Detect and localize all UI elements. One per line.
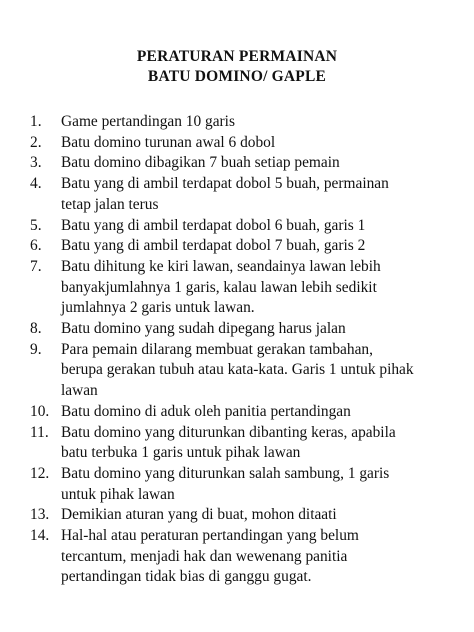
rule-number: 4. — [30, 175, 42, 193]
rule-text — [61, 174, 450, 215]
rule-number: 13. — [30, 506, 50, 524]
title-line-2: BATU DOMINO/ GAPLE — [147, 68, 327, 85]
rule-text — [61, 153, 450, 174]
rule-text — [61, 505, 450, 526]
rule-text-line: pertandingan tidak bias di ganggu gugat. — [61, 568, 312, 586]
rule-text-line: Hal-hal atau peraturan pertandingan yang belum — [61, 527, 359, 545]
rule-item — [30, 319, 450, 340]
rule-item — [30, 216, 450, 237]
rule-text — [61, 112, 450, 133]
rule-item — [30, 153, 450, 174]
rule-number: 9. — [30, 340, 42, 358]
rule-item — [30, 133, 450, 154]
rule-text-line: batu terbuka 1 garis untuk pihak lawan — [61, 444, 301, 462]
rule-number: 5. — [30, 216, 42, 234]
rule-item — [30, 526, 450, 588]
rule-number: 10. — [30, 402, 50, 420]
rule-number: 6. — [30, 237, 42, 255]
rules-list — [30, 112, 450, 588]
rule-text — [61, 236, 450, 257]
rule-text — [61, 464, 450, 505]
rule-text-line: Batu yang di ambil terdapat dobol 6 buah, garis 1 — [61, 216, 366, 234]
rule-item — [30, 464, 450, 505]
title-line-1: PERATURAN PERMAINAN — [136, 48, 338, 65]
rule-text — [61, 319, 450, 340]
rule-text-line: Batu domino dibagikan 7 buah setiap pemain — [61, 154, 340, 172]
document-title — [0, 47, 474, 87]
rule-text-line: tetap jalan terus — [61, 195, 159, 213]
rule-text — [61, 340, 450, 402]
rule-item — [30, 257, 450, 319]
rule-text-line: Batu yang di ambil terdapat dobol 5 buah, permainan — [61, 175, 389, 193]
rule-number: 3. — [30, 154, 42, 172]
rule-item — [30, 236, 450, 257]
rule-text — [61, 423, 450, 464]
rule-item — [30, 505, 450, 526]
rule-item — [30, 340, 450, 402]
rule-text-line: berupa gerakan tubuh atau kata-kata. Garis 1 untuk pihak — [61, 361, 414, 379]
rule-text-line: Batu domino yang sudah dipegang harus jalan — [61, 320, 346, 338]
rule-text-line: Batu domino yang diturunkan salah sambung, 1 garis — [61, 464, 390, 482]
rule-text — [61, 402, 450, 423]
rule-text-line: Batu domino yang diturunkan dibanting keras, apabila — [61, 423, 396, 441]
rule-text-line: Batu yang di ambil terdapat dobol 7 buah, garis 2 — [61, 237, 366, 255]
rule-item — [30, 423, 450, 464]
rule-item — [30, 174, 450, 215]
rule-text-line: Batu domino turunan awal 6 dobol — [61, 133, 276, 151]
rule-text-line: Batu domino di aduk oleh panitia pertandingan — [61, 402, 351, 420]
rule-number: 12. — [30, 464, 50, 482]
rule-number: 14. — [30, 527, 50, 545]
rule-text — [61, 257, 450, 319]
rule-item — [30, 402, 450, 423]
rule-text — [61, 133, 450, 154]
rule-text-line: banyakjumlahnya 1 garis, kalau lawan lebih sedikit — [61, 278, 377, 296]
rule-text — [61, 526, 450, 588]
rule-text-line: Batu dihitung ke kiri lawan, seandainya lawan lebih — [61, 257, 381, 275]
rule-number: 11. — [30, 423, 49, 441]
rule-text-line: tercantum, menjadi hak dan wewenang panitia — [61, 547, 348, 565]
rule-number: 1. — [30, 113, 42, 130]
rule-text-line: lawan — [61, 382, 98, 400]
rule-text — [61, 216, 450, 237]
rule-number: 7. — [30, 257, 42, 275]
rule-number: 8. — [30, 320, 42, 338]
rule-text-line: jumlahnya 2 garis untuk lawan. — [61, 299, 255, 317]
rule-number: 2. — [30, 133, 42, 151]
rule-text-line: Para pemain dilarang membuat gerakan tambahan, — [61, 340, 373, 358]
rule-text-line: Demikian aturan yang di buat, mohon ditaati — [61, 506, 337, 524]
rule-item — [30, 112, 450, 133]
rule-text-line: Game pertandingan 10 garis — [61, 113, 235, 130]
rule-text-line: untuk pihak lawan — [61, 485, 175, 503]
